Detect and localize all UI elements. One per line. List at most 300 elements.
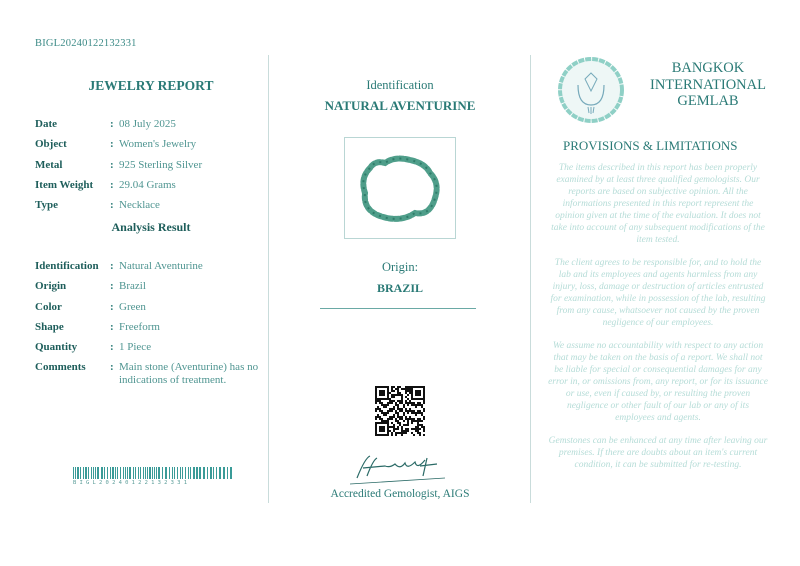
barcode-bar [190,467,191,479]
qr-module [405,424,407,426]
qr-module [407,422,409,424]
qr-module [423,388,425,390]
analysis-row [35,341,265,361]
qr-module [375,388,377,390]
qr-module [383,430,385,432]
qr-module [407,412,409,414]
qr-module [399,400,401,402]
qr-module [419,404,421,406]
barcode-bar [210,467,212,479]
qr-module [409,386,411,388]
qr-module [409,408,411,410]
analysis-value: Brazil [119,280,146,293]
qr-module [409,392,411,394]
qr-module [415,414,417,416]
provisions-body [548,162,768,482]
detail-row [35,138,265,158]
lab-name: BANGKOK INTERNATIONAL GEMLAB [650,60,766,109]
qr-module [393,400,395,402]
qr-module [405,400,407,402]
qr-module [393,396,395,398]
barcode-text: BIGL20240122132331 [73,480,191,486]
qr-module [421,414,423,416]
qr-module [419,386,421,388]
qr-module [379,426,381,428]
barcode-bar [145,467,146,479]
qr-module [407,418,409,420]
qr-module [411,404,413,406]
qr-module [391,390,393,392]
qr-module [381,428,383,430]
qr-module [393,394,395,396]
qr-module [411,412,413,414]
colon: : [110,300,114,313]
qr-module [389,408,391,410]
qr-module [417,428,419,430]
qr-module [419,434,421,436]
qr-module [405,388,407,390]
qr-module [397,412,399,414]
qr-module [407,424,409,426]
qr-module [393,416,395,418]
qr-module [399,422,401,424]
qr-module [375,422,377,424]
barcode-bar [135,467,136,479]
qr-module [375,434,377,436]
qr-module [391,434,393,436]
qr-module [393,408,395,410]
analysis-label: Color [35,300,62,313]
qr-module [399,416,401,418]
qr-module [381,402,383,404]
qr-module [393,424,395,426]
qr-module [417,430,419,432]
qr-module [405,432,407,434]
qr-module [401,434,403,436]
qr-module [397,406,399,408]
qr-module [419,394,421,396]
qr-module [421,424,423,426]
qr-module [391,410,393,412]
barcode-bar [115,467,116,479]
qr-module [389,398,391,400]
qr-module [387,404,389,406]
qr-module [405,402,407,404]
qr-module [407,388,409,390]
qr-module [381,386,383,388]
qr-module [381,392,383,394]
qr-module [403,406,405,408]
qr-module [383,412,385,414]
barcode-bar [165,467,167,479]
qr-module [421,412,423,414]
barcode-bar [174,467,175,479]
qr-module [401,394,403,396]
qr-module [387,402,389,404]
qr-module [379,398,381,400]
colon: : [110,280,114,293]
qr-module [407,402,409,404]
barcode-bar [112,467,114,479]
qr-module [389,416,391,418]
qr-module [413,398,415,400]
barcode-bar [199,467,201,479]
necklace-image [345,138,455,238]
qr-module [395,428,397,430]
qr-module [417,394,419,396]
qr-module [383,434,385,436]
qr-module [423,434,425,436]
qr-module [421,398,423,400]
barcode-bar [156,467,157,479]
signature [345,448,455,488]
qr-module [381,430,383,432]
qr-module [419,392,421,394]
qr-module [411,410,413,412]
qr-module [413,428,415,430]
analysis-row [35,321,265,341]
qr-module [401,398,403,400]
qr-module [393,390,395,392]
qr-module [417,404,419,406]
qr-module [405,430,407,432]
qr-module [423,390,425,392]
qr-module [381,422,383,424]
qr-module [401,430,403,432]
qr-module [399,392,401,394]
colon: : [110,199,114,212]
qr-module [387,388,389,390]
qr-module [417,390,419,392]
barcode-bar [93,467,94,479]
analysis-label: Quantity [35,341,78,354]
detail-label: Date [35,118,57,130]
qr-module [375,394,377,396]
qr-module [393,406,395,408]
analysis-row [35,361,265,387]
qr-module [377,434,379,436]
barcode-bar [143,467,144,479]
qr-module [381,410,383,412]
colon: : [110,320,114,333]
barcode-bar [188,467,189,479]
barcode-bar [129,467,131,479]
qr-module [381,426,383,428]
detail-row [35,118,265,138]
qr-module [417,402,419,404]
qr-module [381,418,383,420]
qr-module [395,418,397,420]
barcode-bar [227,467,228,479]
qr-module [399,432,401,434]
qr-module [397,404,399,406]
colon: : [110,118,114,130]
qr-module [419,424,421,426]
qr-module [423,408,425,410]
qr-module [393,426,395,428]
qr-module [421,426,423,428]
provision-paragraph: Gemstones can be enhanced at any time after leaving our premises. If there are doubts about an item's current condition, it can be submitted for re-testing. [548,436,768,470]
qr-module [409,402,411,404]
qr-module [379,392,381,394]
qr-module [387,432,389,434]
qr-module [375,430,377,432]
qr-module [387,398,389,400]
barcode-bar [162,467,163,479]
qr-module [407,410,409,412]
qr-module [411,386,413,388]
provisions-title: PROVISIONS & LIMITATIONS [563,138,738,153]
qr-module [413,418,415,420]
origin-value: BRAZIL [376,281,423,295]
qr-module [381,412,383,414]
qr-module [413,434,415,436]
qr-module [411,428,413,430]
colon: : [110,158,114,171]
qr-module [393,386,395,388]
qr-module [387,428,389,430]
qr-module [419,418,421,420]
qr-module [383,392,385,394]
qr-module [395,394,397,396]
qr-module [383,420,385,422]
analysis-value: Natural Aventurine [119,260,203,272]
qr-module [423,426,425,428]
divider [268,55,269,503]
qr-module [413,420,415,422]
report-title: JEWELRY REPORT [88,78,214,93]
barcode-bar [169,467,170,479]
accreditation: Accredited Gemologist, AIGS [330,488,470,500]
qr-module [391,394,393,396]
qr-module [387,412,389,414]
qr-module [423,418,425,420]
qr-module [375,398,377,400]
qr-module [405,428,407,430]
colon: : [110,361,114,374]
provision-paragraph: The items described in this report has been properly examined by at least three qualified gemologists. Our reports are based on subjective opinion. All the informations presented in this report represent the opinion given at the time of the evaluation. It does not take into account of any subsequent modifications of the item tested. [551,163,765,245]
qr-module [397,432,399,434]
qr-module [413,404,415,406]
qr-module [387,394,389,396]
qr-module [397,388,399,390]
qr-module [375,408,377,410]
qr-module [399,402,401,404]
qr-module [393,430,395,432]
qr-module [375,426,377,428]
qr-module [401,432,403,434]
qr-module [401,426,403,428]
qr-module [383,404,385,406]
qr-module [395,402,397,404]
qr-module [377,408,379,410]
barcode-bar [172,467,173,479]
qr-module [391,400,393,402]
barcode-bar [107,467,108,479]
qr-module [383,386,385,388]
qr-module [385,406,387,408]
report-number: BIGL20240122132331 [35,38,137,49]
qr-module [407,394,409,396]
qr-module [423,386,425,388]
qr-code[interactable] [375,386,425,436]
analysis-value: 1 Piece [119,341,152,354]
qr-module [395,434,397,436]
qr-module [385,434,387,436]
qr-module [397,422,399,424]
qr-module [379,428,381,430]
qr-module [391,402,393,404]
qr-module [387,420,389,422]
qr-module [421,420,423,422]
barcode-bar [117,467,118,479]
qr-module [415,394,417,396]
analysis-label: Identification [35,260,99,272]
analysis-label: Origin [35,280,67,293]
qr-module [405,396,407,398]
qr-module [417,426,419,428]
qr-module [381,404,383,406]
qr-module [385,420,387,422]
qr-module [397,416,399,418]
barcode-bar [203,467,205,479]
qr-module [423,402,425,404]
detail-label: Item Weight [35,178,94,191]
qr-module [413,402,415,404]
qr-module [419,432,421,434]
analysis-label: Comments [35,361,86,374]
qr-module [407,428,409,430]
qr-module [385,412,387,414]
barcode-bar [147,467,148,479]
qr-module [397,408,399,410]
qr-module [411,392,413,394]
barcode-bar [110,467,111,479]
qr-module [381,434,383,436]
colon: : [110,178,114,191]
qr-module [399,408,401,410]
qr-module [409,418,411,420]
qr-module [401,400,403,402]
qr-module [403,424,405,426]
qr-module [415,406,417,408]
qr-module [411,432,413,434]
qr-module [381,398,383,400]
qr-module [401,418,403,420]
barcode-bar [77,467,79,479]
qr-module [405,390,407,392]
barcode-bar [193,467,195,479]
qr-module [419,412,421,414]
qr-module [403,414,405,416]
qr-module [385,386,387,388]
detail-value: 08 July 2025 [119,118,176,130]
barcode-bar [123,467,124,479]
divider [320,308,476,309]
qr-module [415,412,417,414]
qr-module [375,400,377,402]
identification-label: Identification [366,78,434,92]
qr-module [383,414,385,416]
qr-module [397,428,399,430]
qr-module [375,416,377,418]
detail-value: 29.04 Grams [119,178,176,191]
qr-module [415,398,417,400]
qr-module [387,430,389,432]
barcode-bar [230,467,232,479]
barcode-bar [88,467,89,479]
qr-module [393,428,395,430]
qr-module [395,388,397,390]
qr-module [389,392,391,394]
origin-label: Origin: [381,260,419,274]
qr-module [421,386,423,388]
qr-module [389,400,391,402]
qr-module [397,390,399,392]
qr-module [387,422,389,424]
qr-module [419,410,421,412]
qr-module [381,394,383,396]
qr-module [423,400,425,402]
qr-module [387,396,389,398]
qr-module [407,386,409,388]
barcode-bar [196,467,198,479]
qr-module [391,386,393,388]
qr-module [399,424,401,426]
qr-module [417,422,419,424]
qr-module [375,402,377,404]
barcode-bar [95,467,96,479]
detail-value: 925 Sterling Silver [119,158,203,171]
qr-module [423,416,425,418]
qr-module [415,420,417,422]
qr-module [407,430,409,432]
qr-module [421,406,423,408]
qr-module [397,400,399,402]
qr-module [391,418,393,420]
qr-module [415,430,417,432]
gem-photo [344,137,456,239]
qr-module [377,406,379,408]
qr-module [411,394,413,396]
qr-module [405,418,407,420]
qr-module [375,410,377,412]
barcode-bar [73,467,74,479]
barcode-bar [207,467,208,479]
qr-module [411,388,413,390]
barcode-bar [213,467,214,479]
qr-module [423,398,425,400]
qr-module [403,412,405,414]
qr-module [417,398,419,400]
analysis-title: Analysis Result [111,220,191,234]
qr-module [403,420,405,422]
qr-module [397,394,399,396]
qr-module [413,386,415,388]
qr-module [409,390,411,392]
qr-module [423,410,425,412]
qr-module [387,386,389,388]
qr-module [391,416,393,418]
qr-module [379,430,381,432]
qr-module [417,418,419,420]
qr-module [389,418,391,420]
qr-module [379,422,381,424]
qr-module [397,392,399,394]
barcode-bar [127,467,128,479]
barcode-bar [104,467,105,479]
qr-module [377,386,379,388]
